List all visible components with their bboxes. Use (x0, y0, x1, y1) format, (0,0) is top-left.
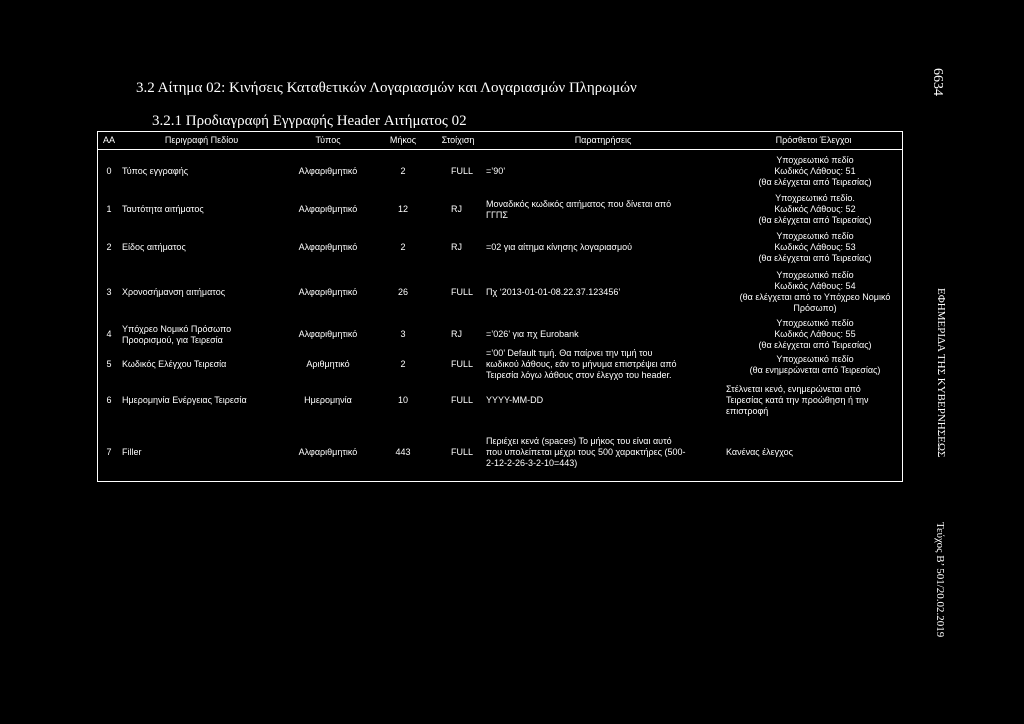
cell-type: Αριθμητικό (306, 359, 350, 369)
cell-notes (483, 422, 723, 482)
cell-checks-line: Πρόσωπο) (793, 303, 837, 313)
cell-length: 3 (400, 329, 406, 339)
cell-length: 10 (397, 394, 408, 405)
cell-description (120, 150, 283, 192)
cell-checks-line: Υποχρεωτικό πεδίο. (775, 193, 855, 203)
cell-aa: 5 (106, 359, 112, 369)
cell-checks-line: Υποχρεωτικό πεδίο (776, 230, 854, 241)
cell-aa: 7 (106, 446, 112, 457)
header-checks: Πρόσθετοι Έλεγχοι (775, 135, 852, 145)
cell-checks-line: (θα ελέγχεται από Τειρεσίας) (758, 215, 872, 225)
cell-notes-line: Πχ ‘2013-01-01-08.22.37.123456’ (486, 286, 621, 297)
header-notes: Παρατηρήσεις (574, 135, 632, 145)
cell-aa: 3 (106, 286, 112, 297)
cell-type: Αλφαριθμητικό (298, 204, 358, 214)
table-header-row (98, 132, 902, 149)
cell-checks-line: Υποχρεωτικό πεδίο (776, 318, 854, 328)
cell-description (120, 351, 283, 378)
table-row (98, 318, 902, 351)
cell-description-line: Filler (122, 446, 142, 457)
cell-notes-line: ΓΓΠΣ (486, 209, 508, 220)
header-alignment: Στοίχιση (441, 135, 475, 145)
cell-aa: 4 (106, 329, 112, 339)
header-spec-table (97, 131, 903, 482)
cell-length: 26 (397, 286, 408, 297)
cell-checks-line: Κωδικός Λάθους: 54 (774, 281, 856, 291)
cell-checks-line: Στέλνεται κενό, ενημερώνεται από (726, 383, 861, 394)
cell-notes-line: που υπολείπεται μέχρι τους 500 χαρακτήρες (500- (486, 446, 686, 457)
table-row (98, 378, 902, 422)
cell-notes (483, 191, 723, 228)
cell-alignment: FULL (451, 165, 474, 176)
cell-checks-line: Κωδικός Λάθους: 51 (774, 165, 856, 176)
cell-notes-line: =02 για αίτημα κίνησης λογαριασμού (486, 241, 633, 252)
cell-notes (483, 318, 723, 351)
cell-checks-line: Υποχρεωτικό πεδίο (776, 353, 854, 364)
cell-checks-line: Κωδικός Λάθους: 52 (774, 204, 856, 214)
cell-notes-line: Περιέχει κενά (spaces) Το μήκος του είναι αυτό (486, 435, 672, 446)
cell-aa: 1 (106, 204, 112, 214)
cell-description-line: Είδος αιτήματος (122, 241, 186, 252)
cell-description-line: Υπόχρεο Νομικό Πρόσωπο (122, 323, 232, 334)
subsection-title: 3.2.1 Προδιαγραφή Εγγραφής Header Αιτήματος 02 (152, 113, 467, 129)
cell-length: 443 (395, 446, 411, 457)
cell-checks (723, 378, 904, 422)
cell-description (120, 318, 283, 351)
cell-length: 2 (400, 359, 406, 369)
cell-description (120, 191, 283, 228)
cell-description (120, 378, 283, 422)
cell-notes-line: κωδικού λάθους, εάν το μήνυμα επιστρέψει από (486, 359, 677, 369)
cell-checks-line: (θα ελέγχεται από Τειρεσίας) (758, 252, 872, 263)
cell-notes (483, 378, 723, 422)
cell-checks-line: (θα ελέγχεται από Τειρεσίας) (758, 340, 872, 350)
cell-checks (723, 191, 904, 228)
cell-checks-line: Υποχρεωτικό πεδίο (776, 154, 854, 165)
header-length: Μήκος (389, 135, 417, 145)
cell-aa: 0 (106, 165, 112, 176)
cell-description-line: Προορισμού, για Τειρεσία (122, 334, 223, 345)
cell-notes (483, 266, 723, 318)
section-title: 3.2 Αίτημα 02: Κινήσεις Καταθετικών Λογαριασμών και Λογαριασμών Πληρωμών (136, 80, 637, 96)
cell-checks-line: Κωδικός Λάθους: 53 (774, 241, 856, 252)
cell-description-line: Ταυτότητα αιτήματος (122, 204, 204, 214)
cell-type: Αλφαριθμητικό (298, 165, 358, 176)
cell-notes-line: YYYY-MM-DD (486, 394, 544, 405)
cell-notes-line: =’00’ Default τιμή. Θα παίρνει την τιμή του (486, 348, 653, 358)
issue-label: Τεύχος Β’ 501/20.02.2019 (934, 522, 946, 638)
gazette-name: ΕΦΗΜΕΡΙΔΑ ΤΗΣ ΚΥΒΕΡΝΗΣΕΩΣ (935, 288, 947, 458)
cell-checks (723, 351, 904, 378)
cell-alignment: RJ (451, 241, 462, 252)
cell-checks-line: (θα ενημερώνεται από Τειρεσίας) (749, 364, 881, 375)
cell-checks (723, 318, 904, 351)
cell-checks-line: Τειρεσίας κατά την προώθηση ή την (726, 394, 869, 405)
table-row (98, 422, 902, 482)
cell-checks (723, 150, 904, 192)
cell-notes-line: Μοναδικός κωδικός αιτήματος που δίνεται από (486, 198, 672, 209)
cell-checks (723, 422, 904, 482)
table-row (98, 149, 902, 192)
cell-notes-line: =’026’ για πχ Eurobank (486, 329, 579, 339)
header-type: Τύπος (315, 135, 341, 145)
cell-description (120, 422, 283, 482)
cell-description (120, 228, 283, 266)
cell-notes-line: Τειρεσία λόγω λάθους στον έλεγχο του header. (486, 370, 672, 380)
cell-aa: 2 (106, 241, 112, 252)
cell-length: 2 (400, 165, 406, 176)
cell-description-line: Τύπος εγγραφής (122, 165, 189, 176)
cell-description (120, 266, 283, 318)
cell-checks-line: Υποχρεωτικό πεδίο (776, 270, 854, 280)
cell-notes (483, 228, 723, 266)
cell-alignment: FULL (451, 359, 474, 369)
cell-aa: 6 (106, 394, 112, 405)
page-number: 6634 (930, 68, 945, 96)
cell-checks-line: Κωδικός Λάθους: 55 (774, 329, 856, 339)
cell-description-line: Χρονοσήμανση αιτήματος (122, 286, 226, 297)
cell-checks-line: επιστροφή (726, 405, 769, 416)
cell-notes (483, 348, 723, 380)
cell-alignment: RJ (451, 329, 462, 339)
cell-type: Ημερομηνία (304, 394, 352, 405)
cell-notes (483, 150, 723, 192)
cell-alignment: FULL (451, 394, 474, 405)
cell-length: 2 (400, 241, 406, 252)
table-row (98, 191, 902, 228)
table-row (98, 228, 902, 266)
cell-checks-line: (θα ελέγχεται από το Υπόχρεο Νομικό (739, 292, 891, 302)
cell-alignment: RJ (451, 204, 462, 214)
cell-type: Αλφαριθμητικό (298, 286, 358, 297)
cell-type: Αλφαριθμητικό (298, 446, 358, 457)
table-row (98, 266, 902, 318)
cell-type: Αλφαριθμητικό (298, 329, 358, 339)
cell-alignment: FULL (451, 286, 474, 297)
cell-length: 12 (397, 204, 408, 214)
cell-description-line: Ημερομηνία Ενέργειας Τειρεσία (122, 394, 247, 405)
cell-alignment: FULL (451, 446, 474, 457)
table-row (98, 348, 902, 380)
cell-type: Αλφαριθμητικό (298, 241, 358, 252)
cell-notes-line: =’90’ (486, 165, 506, 176)
cell-checks-line: (θα ελέγχεται από Τειρεσίας) (758, 176, 872, 187)
header-aa: ΑΑ (102, 135, 115, 145)
cell-checks (723, 228, 904, 266)
cell-checks-line: Κανένας έλεγχος (726, 446, 793, 457)
header-description: Περιγραφή Πεδίου (164, 135, 239, 145)
cell-description-line: Κωδικός Ελέγχου Τειρεσία (122, 359, 227, 369)
cell-notes-line: 2-12-2-26-3-2-10=443) (486, 457, 578, 468)
cell-checks (723, 266, 904, 318)
